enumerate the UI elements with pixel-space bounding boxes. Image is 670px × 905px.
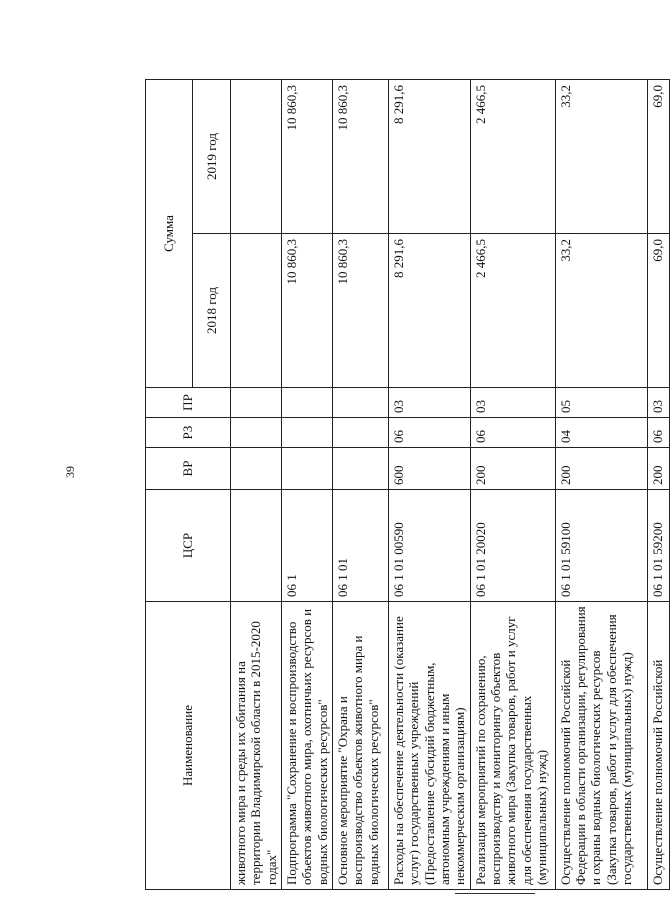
row-pr bbox=[332, 388, 388, 418]
row-vr: 600 bbox=[388, 448, 470, 490]
header-row bbox=[146, 80, 193, 890]
row-rz bbox=[281, 418, 332, 448]
row-sum-2019: 10 860,3 bbox=[281, 80, 332, 234]
row-csr: 06 1 bbox=[281, 490, 332, 602]
row-sum-2018: 8 291,6 bbox=[388, 234, 470, 388]
budget-table-container bbox=[145, 80, 665, 890]
row-sum-2019: 33,2 bbox=[555, 80, 647, 234]
row-sum-2018: 2 466,5 bbox=[470, 234, 555, 388]
header-pr: ПР bbox=[146, 388, 231, 418]
table-row bbox=[470, 80, 555, 890]
row-sum-2019: 2 466,5 bbox=[470, 80, 555, 234]
row-sum-2018 bbox=[231, 234, 282, 388]
row-pr: 03 bbox=[647, 388, 669, 418]
header-rz: РЗ bbox=[146, 418, 231, 448]
row-csr: 06 1 01 bbox=[332, 490, 388, 602]
row-pr: 03 bbox=[470, 388, 555, 418]
header-vr: ВР bbox=[146, 448, 231, 490]
row-csr: 06 1 01 59100 bbox=[555, 490, 647, 602]
row-pr: 03 bbox=[388, 388, 470, 418]
row-vr bbox=[332, 448, 388, 490]
row-name: Осуществление полномочий Российской bbox=[647, 602, 669, 890]
row-name: Осуществление полномочий Российской Федерации в области организации, регулирования и охраны водных биологических ресурсов (Закупка товаров, работ и услуг для обеспечения государственных (муниципальных) нужд) bbox=[555, 602, 647, 890]
table-row bbox=[231, 80, 282, 890]
row-rz bbox=[332, 418, 388, 448]
row-name: Реализация мероприятий по сохранению, воспроизводству и мониторингу объектов животного мира (Закупка товаров, работ и услуг для обеспечения государственных (муниципальных) нужд) bbox=[470, 602, 555, 890]
row-csr: 06 1 01 20020 bbox=[470, 490, 555, 602]
row-vr: 200 bbox=[555, 448, 647, 490]
row-csr bbox=[231, 490, 282, 602]
header-name: Наименование bbox=[146, 602, 231, 890]
row-name: Подпрограмма "Сохранение и воспроизводство объектов животного мира, охотничьих ресурсов и водных биологических ресурсов" bbox=[281, 602, 332, 890]
row-name: Основное мероприятие "Охрана и воспроизводство объектов животного мира и водных биологических ресурсов" bbox=[332, 602, 388, 890]
row-vr bbox=[281, 448, 332, 490]
row-sum-2019: 10 860,3 bbox=[332, 80, 388, 234]
row-csr: 06 1 01 00590 bbox=[388, 490, 470, 602]
row-rz: 06 bbox=[647, 418, 669, 448]
row-rz: 06 bbox=[470, 418, 555, 448]
header-sum: Сумма bbox=[146, 80, 193, 388]
row-sum-2019: 69,0 bbox=[647, 80, 669, 234]
row-rz: 04 bbox=[555, 418, 647, 448]
page-number: 39 bbox=[63, 466, 77, 478]
row-rz bbox=[231, 418, 282, 448]
table-row bbox=[647, 80, 669, 890]
row-sum-2019 bbox=[231, 80, 282, 234]
row-name: животного мира и среды их обитания на территории Владимирской области в 2015-2020 годах" bbox=[231, 602, 282, 890]
row-name: Расходы на обеспечение деятельности (оказание услуг) государственных учреждений (Предоставление субсидий бюджетным, автономным учреждениям и иным некоммерческим организациям) bbox=[388, 602, 470, 890]
budget-table bbox=[145, 79, 670, 890]
row-vr: 200 bbox=[470, 448, 555, 490]
table-row bbox=[388, 80, 470, 890]
row-rz: 06 bbox=[388, 418, 470, 448]
row-sum-2018: 69,0 bbox=[647, 234, 669, 388]
row-pr bbox=[281, 388, 332, 418]
row-vr: 200 bbox=[647, 448, 669, 490]
row-vr bbox=[231, 448, 282, 490]
row-pr: 05 bbox=[555, 388, 647, 418]
table-row bbox=[281, 80, 332, 890]
row-sum-2018: 33,2 bbox=[555, 234, 647, 388]
table-row bbox=[555, 80, 647, 890]
row-sum-2019: 8 291,6 bbox=[388, 80, 470, 234]
page-footer-line bbox=[455, 893, 535, 894]
header-csr: ЦСР bbox=[146, 490, 231, 602]
row-pr bbox=[231, 388, 282, 418]
row-csr: 06 1 01 59200 bbox=[647, 490, 669, 602]
header-2018: 2018 год bbox=[193, 234, 231, 388]
row-sum-2018: 10 860,3 bbox=[281, 234, 332, 388]
table-row bbox=[332, 80, 388, 890]
header-2019: 2019 год bbox=[193, 80, 231, 234]
row-sum-2018: 10 860,3 bbox=[332, 234, 388, 388]
